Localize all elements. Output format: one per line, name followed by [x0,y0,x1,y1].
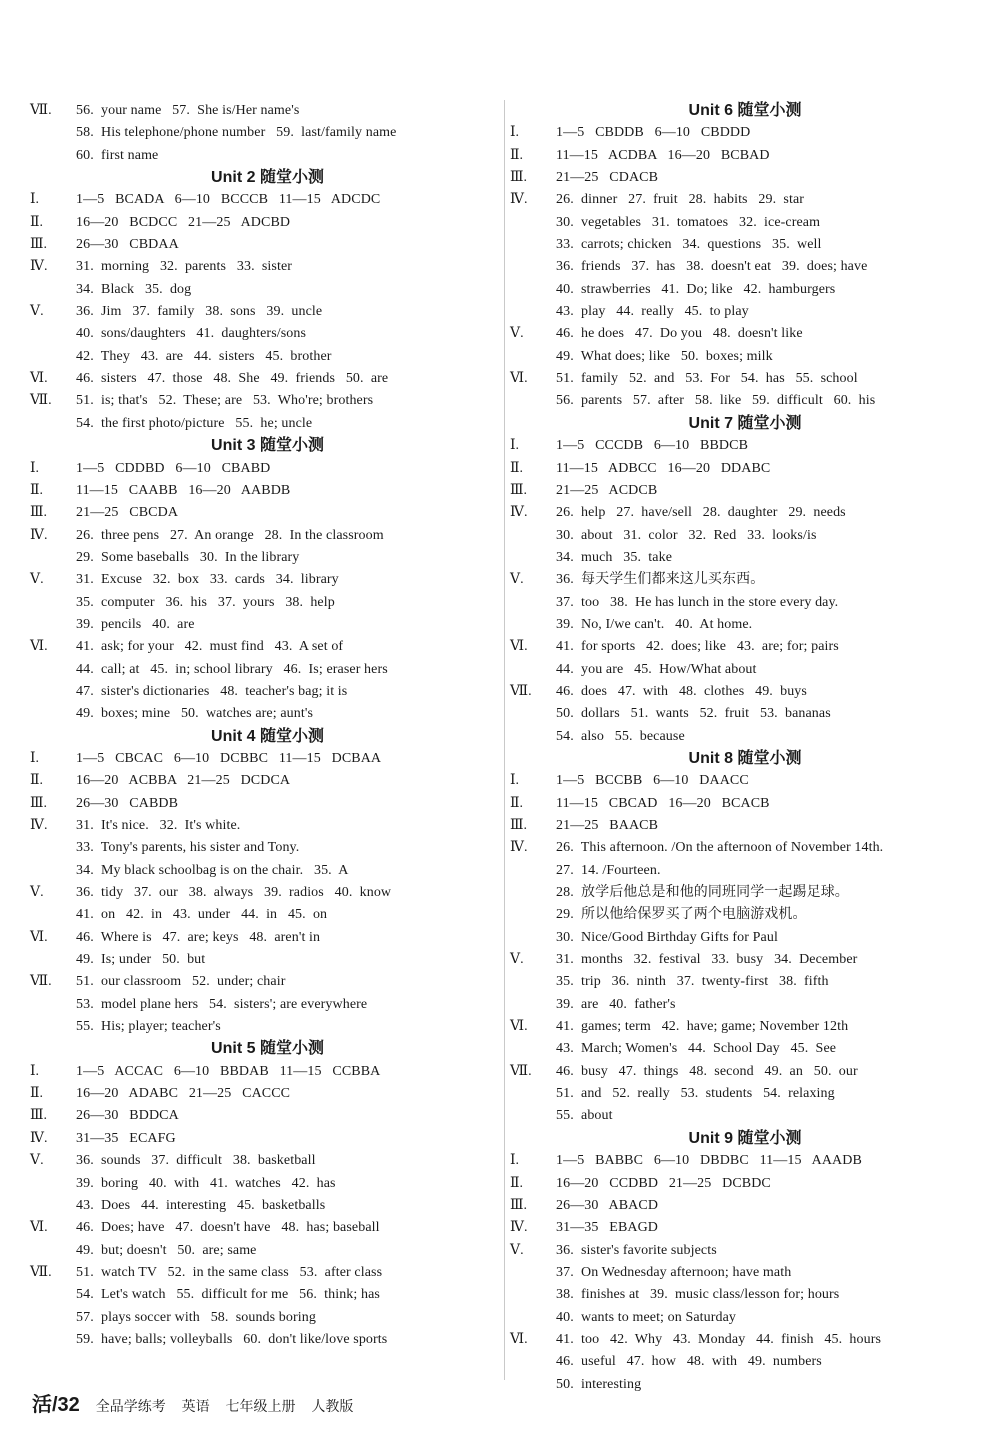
answer-text: 53. model plane hers 54. sisters'; are everywhere [76,996,368,1012]
answer-line [510,592,980,614]
section-numeral: Ⅱ. [510,1175,524,1191]
answer-text: 31—35 ECAFG [76,1130,176,1146]
answer-line [510,1061,980,1083]
answer-text: 21—25 CDACB [556,170,659,186]
answer-text: 29. 所以他给保罗买了两个电脑游戏机。 [556,907,807,923]
answer-line [510,1351,980,1373]
section-numeral: Ⅴ. [30,304,44,320]
section-numeral: Ⅴ. [510,326,524,342]
answer-line [510,323,980,345]
unit-title: Unit 6 随堂小测 [688,102,802,119]
section-numeral: Ⅴ. [30,572,44,588]
answer-line [30,1061,505,1083]
section-numeral: Ⅵ. [30,371,48,387]
answer-line [510,122,980,144]
answer-text: 36. friends 37. has 38. doesn't eat 39. does; have [556,259,868,275]
answer-text: 35. computer 36. his 37. yours 38. help [76,594,335,610]
left-answer-column [30,100,505,1351]
answer-line [510,949,980,971]
section-numeral: Ⅳ. [30,527,48,543]
answer-text: 30. Nice/Good Birthday Gifts for Paul [556,929,778,945]
answer-text: 55. about [556,1108,613,1124]
answer-text: 1—5 BABBC 6—10 DBDBC 11—15 AAADB [556,1153,862,1169]
answer-line [510,1173,980,1195]
section-numeral: Ⅲ. [510,1197,528,1213]
answer-text: 36. 每天学生们都来这儿买东西。 [556,572,765,588]
unit-title: Unit 8 随堂小测 [688,749,802,767]
answer-line [510,994,980,1016]
answer-line [30,882,505,904]
answer-line [510,145,980,167]
answer-line [510,860,980,882]
answer-line [510,1016,980,1038]
answer-line [510,1217,980,1239]
answer-line [510,882,980,904]
answer-text: 51. is; that's 52. These; are 53. Who're; brothers [76,393,374,409]
answer-text: 26. help 27. have/sell 28. daughter 29. needs [556,505,846,521]
answer-text: 34. Black 35. dog [76,281,192,297]
section-numeral: Ⅶ. [510,1063,532,1079]
section-numeral: Ⅵ. [30,1220,48,1236]
grade-label: 七年级上册 [225,1398,296,1414]
answer-text: 56. your name 57. She is/Her name's [76,103,300,118]
answer-line [30,301,505,323]
answer-line [510,1105,980,1127]
section-numeral: Ⅰ. [30,192,40,208]
answer-text: 1—5 CDDBD 6—10 CBABD [76,460,271,476]
answer-line [510,256,980,278]
answer-text: 26. three pens 27. An orange 28. In the classroom [76,527,384,543]
answer-line [510,1150,980,1172]
answer-line [510,1374,980,1396]
section-numeral: Ⅳ. [30,818,48,833]
section-numeral: Ⅳ. [510,505,528,521]
answer-line [510,659,980,681]
answer-line [510,1284,980,1306]
answer-text: 56. parents 57. after 58. like 59. difficult 60. his [556,393,876,409]
answer-text: 26—30 CABDB [76,795,179,811]
section-numeral: Ⅱ. [510,460,524,476]
answer-text: 41. ask; for your 42. must find 43. A set of [76,639,344,655]
answer-line [510,346,980,368]
answer-text: 59. have; balls; volleyballs 60. don't like/love sports [76,1331,388,1347]
section-numeral: Ⅳ. [30,1130,48,1146]
answer-line [30,1284,505,1306]
section-numeral: Ⅴ. [510,952,524,968]
answer-text: 50. interesting [556,1376,642,1392]
answer-line [30,569,505,591]
answer-line [30,1240,505,1262]
answer-line [510,525,980,547]
section-numeral: Ⅱ. [30,1086,44,1102]
section-numeral: Ⅶ. [30,103,52,118]
page-footer [32,1390,353,1420]
answer-line [510,569,980,591]
answer-text: 51. and 52. really 53. students 54. relaxing [556,1086,835,1102]
answer-text: 55. His; player; teacher's [76,1019,221,1035]
answer-line [30,390,505,412]
answer-text: 44. call; at 45. in; school library 46. Is; eraser hers [76,661,388,677]
section-numeral: Ⅰ. [510,438,520,454]
answer-text: 39. No, I/we can't. 40. At home. [556,616,753,632]
answer-text: 1—5 CBDDB 6—10 CBDDD [556,125,751,141]
answer-line [510,458,980,480]
answer-text: 39. boring 40. with 41. watches 42. has [76,1175,336,1191]
answer-text: 40. strawberries 41. Do; like 42. hamburgers [556,281,836,297]
answer-text: 1—5 BCADA 6—10 BCCCB 11—15 ADCDC [76,192,381,208]
answer-text: 54. Let's watch 55. difficult for me 56. think; has [76,1287,380,1303]
unit-title: Unit 5 随堂小测 [211,1040,324,1058]
answer-text: 49. Is; under 50. but [76,952,206,968]
section-numeral: Ⅰ. [30,750,40,766]
answer-text: 36. sister's favorite subjects [556,1242,717,1258]
answer-line [30,614,505,636]
answer-line [30,413,505,435]
edition-label: 人教版 [311,1398,354,1414]
answer-line [510,1240,980,1262]
section-numeral: Ⅶ. [510,683,532,699]
answer-line [510,212,980,234]
answer-line [510,904,980,926]
answer-text: 31. Excuse 32. box 33. cards 34. library [76,572,339,588]
answer-line [510,368,980,390]
answer-line [510,390,980,412]
answer-text: 26—30 ABACD [556,1197,659,1213]
answer-text: 31. months 32. festival 33. busy 34. December [556,952,858,968]
answer-text: 11—15 ACDBA 16—20 BCBAD [556,147,770,163]
answer-text: 31. It's nice. 32. It's white. [76,818,241,833]
section-numeral: Ⅵ. [30,929,48,945]
answer-text: 1—5 BCCBB 6—10 DAACC [556,773,749,789]
section-numeral: Ⅳ. [510,192,528,208]
answer-text: 54. also 55. because [556,728,685,744]
answer-line [510,971,980,993]
answer-text: 30. about 31. color 32. Red 33. looks/is [556,527,817,543]
section-numeral: Ⅰ. [30,1063,40,1079]
answer-text: 37. On Wednesday afternoon; have math [556,1264,792,1280]
section-numeral: Ⅵ. [510,371,528,387]
answer-line [30,1329,505,1351]
answer-text: 30. vegetables 31. tomatoes 32. ice-cream [556,214,821,230]
answer-line [30,279,505,301]
answer-text: 46. useful 47. how 48. with 49. numbers [556,1354,822,1370]
answer-text: 26. This afternoon. /On the afternoon of November 14th. [556,840,884,856]
answer-line [510,301,980,323]
answer-text: 39. pencils 40. are [76,616,195,632]
section-numeral: Ⅳ. [510,1220,528,1236]
answer-text: 41. for sports 42. does; like 43. are; for; pairs [556,639,839,655]
answer-line [510,837,980,859]
answer-line [30,748,505,770]
section-numeral: Ⅱ. [510,147,524,163]
answer-text: 49. boxes; mine 50. watches are; aunt's [76,706,313,722]
answer-text: 49. but; doesn't 50. are; same [76,1242,257,1258]
answer-text: 40. sons/daughters 41. daughters/sons [76,326,307,342]
answer-text: 27. 14. /Fourteen. [556,862,661,878]
answer-line [30,1195,505,1217]
answer-text: 21—25 CBCDA [76,505,179,521]
answer-line [510,1262,980,1284]
section-numeral: Ⅵ. [510,1331,528,1347]
answer-text: 43. March; Women's 44. School Day 45. See [556,1041,837,1057]
answer-text: 16—20 ADABC 21—25 CACCC [76,1086,291,1102]
unit-title: Unit 3 随堂小测 [211,437,324,455]
answer-text: 46. does 47. with 48. clothes 49. buys [556,683,807,699]
answer-text: 54. the first photo/picture 55. he; uncle [76,415,313,431]
section-numeral: Ⅶ. [30,393,52,409]
answer-text: 28. 放学后他总是和他的同班同学一起踢足球。 [556,885,849,901]
answer-line [510,234,980,256]
answer-text: 50. dollars 51. wants 52. fruit 53. bananas [556,706,831,722]
answer-text: 51. our classroom 52. under; chair [76,974,286,990]
section-numeral: Ⅰ. [510,125,520,141]
section-numeral: Ⅲ. [30,1108,48,1124]
answer-line [30,1307,505,1329]
answer-line [30,458,505,480]
answer-text: 47. sister's dictionaries 48. teacher's bag; it is [76,683,348,699]
page-number: 活/32 [32,1394,80,1416]
answer-text: 26—30 CBDAA [76,237,179,253]
answer-text: 11—15 ADBCC 16—20 DDABC [556,460,771,476]
answer-line [510,815,980,837]
answer-text: 33. carrots; chicken 34. questions 35. well [556,237,822,253]
answer-text: 42. They 43. are 44. sisters 45. brother [76,348,332,364]
section-numeral: Ⅵ. [510,1019,528,1035]
answer-line [30,1105,505,1127]
answer-line [30,256,505,278]
answer-line [30,837,505,859]
answer-line [30,1150,505,1172]
answer-line [30,815,505,837]
section-numeral: Ⅱ. [510,795,524,811]
answer-line [510,636,980,658]
answer-line [30,659,505,681]
unit-title: Unit 9 随堂小测 [688,1129,802,1147]
answer-line [30,703,505,725]
answer-text: 41. on 42. in 43. under 44. in 45. on [76,907,328,923]
answer-line [30,480,505,502]
answer-line [510,703,980,725]
section-numeral: Ⅶ. [30,1264,52,1280]
answer-text: 36. sounds 37. difficult 38. basketball [76,1153,316,1169]
answer-line [30,234,505,256]
section-numeral: Ⅵ. [510,639,528,655]
answer-text: 51. watch TV 52. in the same class 53. after class [76,1264,383,1280]
answer-text: 46. Does; have 47. doesn't have 48. has; baseball [76,1220,380,1236]
answer-line [30,793,505,815]
section-numeral: Ⅰ. [510,773,520,789]
answer-text: 1—5 CBCAC 6—10 DCBBC 11—15 DCBAA [76,750,382,766]
answer-line [30,994,505,1016]
book-brand: 全品学练考 [95,1398,166,1414]
answer-text: 35. trip 36. ninth 37. twenty-first 38. fifth [556,974,829,990]
section-numeral: Ⅳ. [510,840,528,856]
answer-text: 39. are 40. father's [556,996,676,1012]
section-numeral: Ⅲ. [30,237,48,253]
answer-line [30,770,505,792]
section-numeral: Ⅱ. [30,482,44,498]
answer-text: 46. he does 47. Do you 48. doesn't like [556,326,803,342]
answer-line [30,681,505,703]
section-numeral: Ⅴ. [510,572,524,588]
answer-line [30,860,505,882]
answer-line [510,480,980,502]
section-numeral: Ⅱ. [30,773,44,789]
answer-text: 11—15 CBCAD 16—20 BCACB [556,795,770,811]
answer-line [30,212,505,234]
answer-line [510,614,980,636]
answer-line [30,1262,505,1284]
subject-label: 英语 [181,1398,210,1414]
section-numeral: Ⅶ. [30,974,52,990]
answer-text: 49. What does; like 50. boxes; milk [556,348,773,364]
answer-line [30,1128,505,1150]
answer-line [30,368,505,390]
answer-line [30,547,505,569]
answer-text: 31—35 EBAGD [556,1220,659,1236]
answer-text: 26—30 BDDCA [76,1108,179,1124]
answer-line [30,346,505,368]
answer-text: 16—20 ACBBA 21—25 DCDCA [76,773,291,789]
answer-line [30,971,505,993]
answer-line [30,100,505,122]
answer-line [510,770,980,792]
unit-title: Unit 4 随堂小测 [211,727,324,745]
answer-line [30,904,505,926]
section-numeral: Ⅱ. [30,214,44,230]
answer-line [510,502,980,524]
answer-text: 21—25 ACDCB [556,482,658,498]
answer-text: 41. too 42. Why 43. Monday 44. finish 45. hours [556,1331,882,1347]
right-answer-column [510,100,980,1396]
answer-text: 11—15 CAABB 16—20 AABDB [76,482,291,498]
answer-line [30,145,505,167]
answer-text: 40. wants to meet; on Saturday [556,1309,737,1325]
section-numeral: Ⅴ. [510,1242,524,1258]
section-numeral: Ⅲ. [510,170,528,186]
answer-text: 43. Does 44. interesting 45. basketballs [76,1197,326,1213]
answer-line [30,525,505,547]
answer-text: 16—20 BCDCC 21—25 ADCBD [76,214,291,230]
section-numeral: Ⅵ. [30,639,48,655]
answer-line [510,927,980,949]
answer-line [510,1083,980,1105]
section-numeral: Ⅴ. [30,885,44,901]
answer-text: 43. play 44. really 45. to play [556,304,749,320]
answer-text: 21—25 BAACB [556,818,659,833]
answer-line [510,1329,980,1351]
answer-line [510,167,980,189]
answer-line [30,949,505,971]
section-numeral: Ⅲ. [510,818,528,833]
answer-line [510,547,980,569]
answer-line [510,793,980,815]
answer-line [30,1083,505,1105]
answer-text: 60. first name [76,147,159,163]
answer-line [30,1016,505,1038]
answer-line [30,592,505,614]
answer-text: 34. My black schoolbag is on the chair. 35. A [76,862,349,878]
answer-text: 36. tidy 37. our 38. always 39. radios 40. know [76,885,392,901]
section-numeral: Ⅰ. [510,1153,520,1169]
answer-text: 36. Jim 37. family 38. sons 39. uncle [76,304,323,320]
unit-title: Unit 7 随堂小测 [688,414,802,432]
answer-text: 51. family 52. and 53. For 54. has 55. school [556,371,858,387]
answer-line [30,636,505,658]
answer-line [510,681,980,703]
answer-line [30,927,505,949]
answer-text: 26. dinner 27. fruit 28. habits 29. star [556,192,805,208]
section-numeral: Ⅳ. [30,259,48,275]
unit-title: Unit 2 随堂小测 [211,169,324,187]
answer-text: 58. His telephone/phone number 59. last/family name [76,125,397,141]
answer-line [30,122,505,144]
answer-line [510,1307,980,1329]
section-numeral: Ⅰ. [30,460,40,476]
section-numeral: Ⅲ. [510,482,528,498]
answer-line [30,1217,505,1239]
answer-line [510,1038,980,1060]
answer-line [30,323,505,345]
section-numeral: Ⅲ. [30,505,48,521]
answer-text: 57. plays soccer with 58. sounds boring [76,1309,316,1325]
answer-text: 34. much 35. take [556,549,673,565]
answer-line [30,189,505,211]
section-numeral: Ⅴ. [30,1153,44,1169]
answer-line [510,435,980,457]
answer-line [30,1173,505,1195]
answer-text: 46. busy 47. things 48. second 49. an 50. our [556,1063,858,1079]
answer-text: 31. morning 32. parents 33. sister [76,259,293,275]
answer-text: 38. finishes at 39. music class/lesson for; hours [556,1287,840,1303]
answer-line [510,1195,980,1217]
answer-text: 44. you are 45. How/What about [556,661,757,677]
answer-text: 1—5 CCCDB 6—10 BBDCB [556,438,749,454]
answer-line [510,726,980,748]
answer-text: 41. games; term 42. have; game; November 12th [556,1019,849,1035]
answer-text: 37. too 38. He has lunch in the store every day. [556,594,839,610]
answer-line [510,279,980,301]
answer-text: 16—20 CCDBD 21—25 DCBDC [556,1175,771,1191]
section-numeral: Ⅲ. [30,795,48,811]
answer-text: 46. Where is 47. are; keys 48. aren't in [76,929,321,945]
answer-text: 29. Some baseballs 30. In the library [76,549,300,565]
answer-text: 33. Tony's parents, his sister and Tony. [76,840,300,856]
answer-line [510,189,980,211]
answer-text: 46. sisters 47. those 48. She 49. friends 50. are [76,371,389,387]
answer-text: 1—5 ACCAC 6—10 BBDAB 11—15 CCBBA [76,1063,381,1079]
answer-line [30,502,505,524]
